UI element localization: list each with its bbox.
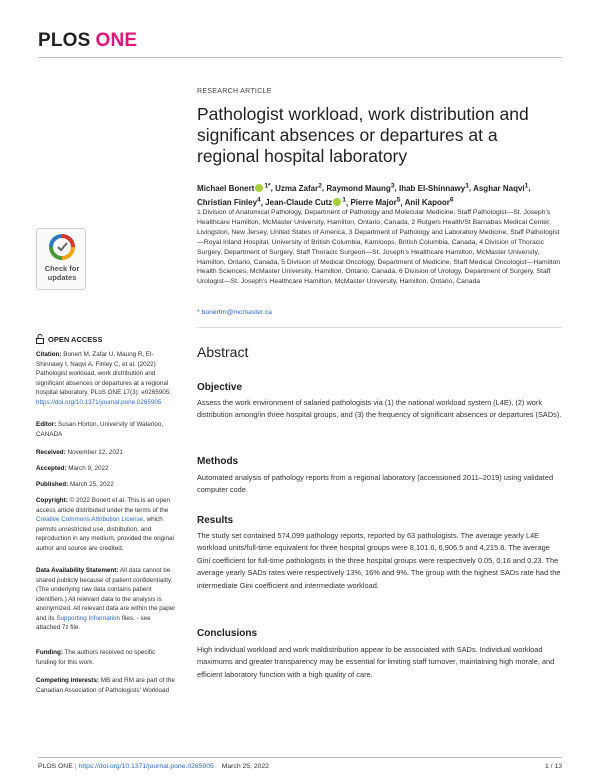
published-text: March 25, 2022 (69, 481, 114, 488)
funding-label: Funding: (36, 649, 63, 656)
supporting-info-link[interactable]: Supporting Information (56, 614, 121, 622)
check-updates-line1: Check for (44, 264, 80, 273)
data-availability-block (36, 566, 176, 633)
open-access-label (36, 334, 102, 344)
author-item[interactable]: Ihab El-Shinnawy$^1$ (398, 182, 469, 193)
data-availability-text-1: All data cannot be shared publicly because of patient confidentiality. (The underlying raw data contains patient identifiers.) All relevant data to the analysis is anonymized. All relevant data are within the paper and its (36, 567, 176, 622)
check-for-updates-badge[interactable] (36, 228, 86, 290)
data-availability-label: Data Availability Statement: (36, 567, 119, 574)
editor-label: Editor: (36, 421, 57, 428)
check-updates-text (37, 264, 87, 282)
accepted-block (36, 464, 176, 474)
citation-block (36, 350, 176, 407)
author-list: Michael Bonert $^{1*}$, Uzma Zafar$^2$, Raymond Maung$^3$, Ihab El-Shinnawy$^1$, Asghar Naqvi$^1$, Christian Finley$^4$, Jean-Claude Cutz $^1$, Pierre Major$^5$, Anil Kapoor$^6$ (197, 182, 531, 208)
footer-divider (38, 757, 562, 758)
copyright-block (36, 496, 176, 553)
received-block (36, 448, 176, 458)
cc-license-link[interactable]: Creative Commons Attribution License (36, 516, 144, 523)
editor-block (36, 420, 176, 439)
accepted-label: Accepted: (36, 465, 67, 472)
article-type-label: RESEARCH ARTICLE (197, 88, 272, 95)
logo-one-text: ONE (95, 30, 138, 51)
author-item[interactable]: Christian Finley$^4$ (197, 196, 261, 208)
section-heading-methods: Methods (197, 456, 239, 467)
author-item[interactable]: Raymond Maung$^3$ (326, 182, 395, 193)
footer-date: March 25, 2022 (221, 763, 269, 770)
citation-doi-link[interactable]: https://doi.org/10.1371/journal.pone.0265905 (36, 398, 162, 406)
author-item[interactable]: Anil Kapoor$^6$ (404, 196, 454, 208)
orcid-icon[interactable] (255, 184, 263, 192)
data-availability-text-2: files. - see attached 7z file. (36, 614, 151, 631)
copyright-label: Copyright: (36, 497, 68, 504)
section-text-conclusions: High individual workload and work maldistribution appear to be associated with SADs. Individual workload maximums and greater transparency may be essential for limiting staff turnover, maintaining high morale, and efficient laboratory function with a high quality of care. (197, 645, 555, 679)
footer-journal: PLOS ONE (38, 763, 73, 770)
affiliations: 1 Division of Anatomical Pathology, Department of Pathology and Molecular Medicine, Staff Pathologist—St. Joseph’s Healthcare Hamilton, McMaster University, Hamilton, Ontario, Canada, 2 Rutgers Health/St Barnabas Medical Center, Livingston, New Jersey, United States of America, 3 Department of Pathology and Laboratory Medicine, Staff Pathologist—Royal Inland Hospital, University of British Columbia, Kamloops, British Columbia, Canada, 4 Division of Thoracic Surgery, Department of Surgery, Staff Thoracic Surgeon—St. Joseph’s Healthcare Hamilton, McMaster University, Hamilton, Ontario, Canada, 5 Division of Medical Oncology, Department of Medicine, Staff Medical Oncologist—Hamilton Health Sciences, McMaster University, Hamilton, Ontario, Canada, 6 Division of Urology, Department of Surgery, Staff Urologist—St. Joseph’s Healthcare Hamilton, McMaster University, Hamilton, Ontario, Canada (197, 209, 561, 286)
editor-text: Susan Horton, University of Waterloo, CANADA (36, 421, 164, 438)
author-item[interactable]: Jean-Claude Cutz $^1$ (265, 196, 346, 208)
funding-block (36, 648, 176, 667)
open-lock-icon (36, 334, 44, 344)
published-block (36, 480, 176, 490)
funding-text: The authors received no specific funding for this work. (36, 649, 156, 666)
page-number: 1 / 13 (544, 763, 562, 770)
section-heading-results: Results (197, 515, 234, 526)
competing-label: Competing interests: (36, 677, 99, 684)
received-label: Received: (36, 449, 66, 456)
competing-interests-block (36, 676, 176, 695)
section-text-methods: Automated analysis of pathology reports from a regional laboratory (accessioned 2011–2019) using validated computer code. (197, 473, 554, 495)
section-text-results: The study set contained 574,099 pathology reports, reported by 63 pathologists. The average yearly L4E workload units/full-time equivalent for three hospital groups were 8,101.6, 6,906.5 and 4,215.8. The average Gini coefficient for full-time pathologists in the three hospital groups were respectively 0.05, 0.16 and 0.23. The average yearly SADs rates were respectively 13%, 16% and 9%. The group with the highest SADs rate had the intermediate Gini coefficient and intermediate workload. (197, 531, 561, 590)
orcid-icon[interactable] (333, 198, 341, 206)
abstract-heading: Abstract (197, 344, 249, 360)
plos-one-logo (38, 30, 137, 52)
author-item[interactable]: Asghar Naqvi$^1$ (473, 182, 529, 193)
article-title: Pathologist workload, work distribution and significant absences or departures at a regional hospital laboratory (197, 104, 529, 166)
author-item[interactable]: Michael Bonert $^{1*}$ (197, 182, 271, 193)
copyright-text-2: , which permits unrestricted use, distribution, and reproduction in any medium, provided the original author and source are credited. (36, 516, 174, 552)
logo-plos-text: PLOS (38, 30, 91, 51)
author-item[interactable]: Pierre Major$^5$ (350, 196, 401, 208)
check-updates-line2: updates (47, 273, 77, 282)
section-heading-objective: Objective (197, 382, 243, 393)
section-text-objective: Assess the work environment of salaried pathologists via (1) the national workload system (L4E), (2) work distribution among/in three hospital groups, and (3) the frequency of significant absences or departures (SADs). (197, 398, 562, 420)
section-heading-conclusions: Conclusions (197, 628, 258, 639)
header-divider (38, 57, 562, 58)
citation-text: Bonert M, Zafar U, Maung R, El-Shinnawy I, Naqvi A, Finley C, et al. (2022) Pathologist workload, work distribution and significant absences or departures at a regional hospital laboratory. PLoS ONE 17(3): e0265905. (36, 351, 171, 396)
copyright-text-1: © 2022 Bonert et al. This is an open access article distributed under the terms of the (36, 497, 171, 514)
check-updates-icon (49, 234, 75, 260)
author-item[interactable]: Uzma Zafar$^2$ (275, 182, 322, 193)
accepted-text: March 9, 2022 (68, 465, 109, 472)
published-label: Published: (36, 481, 69, 488)
abstract-divider (197, 327, 562, 328)
open-access-text: OPEN ACCESS (48, 334, 103, 344)
page-footer: PLOS ONE | https://doi.org/10.1371/journal.pone.0265905 March 25, 2022 (38, 763, 269, 770)
footer-doi-link[interactable]: https://doi.org/10.1371/journal.pone.0265905 (78, 763, 214, 770)
competing-text: MB and RM are part of the Canadian Association of Pathologists' Workload (36, 677, 175, 694)
citation-label: Citation: (36, 351, 62, 358)
corresponding-email-link[interactable]: * bonertm@mcmaster.ca (197, 309, 272, 316)
received-text: November 12, 2021 (67, 449, 123, 456)
